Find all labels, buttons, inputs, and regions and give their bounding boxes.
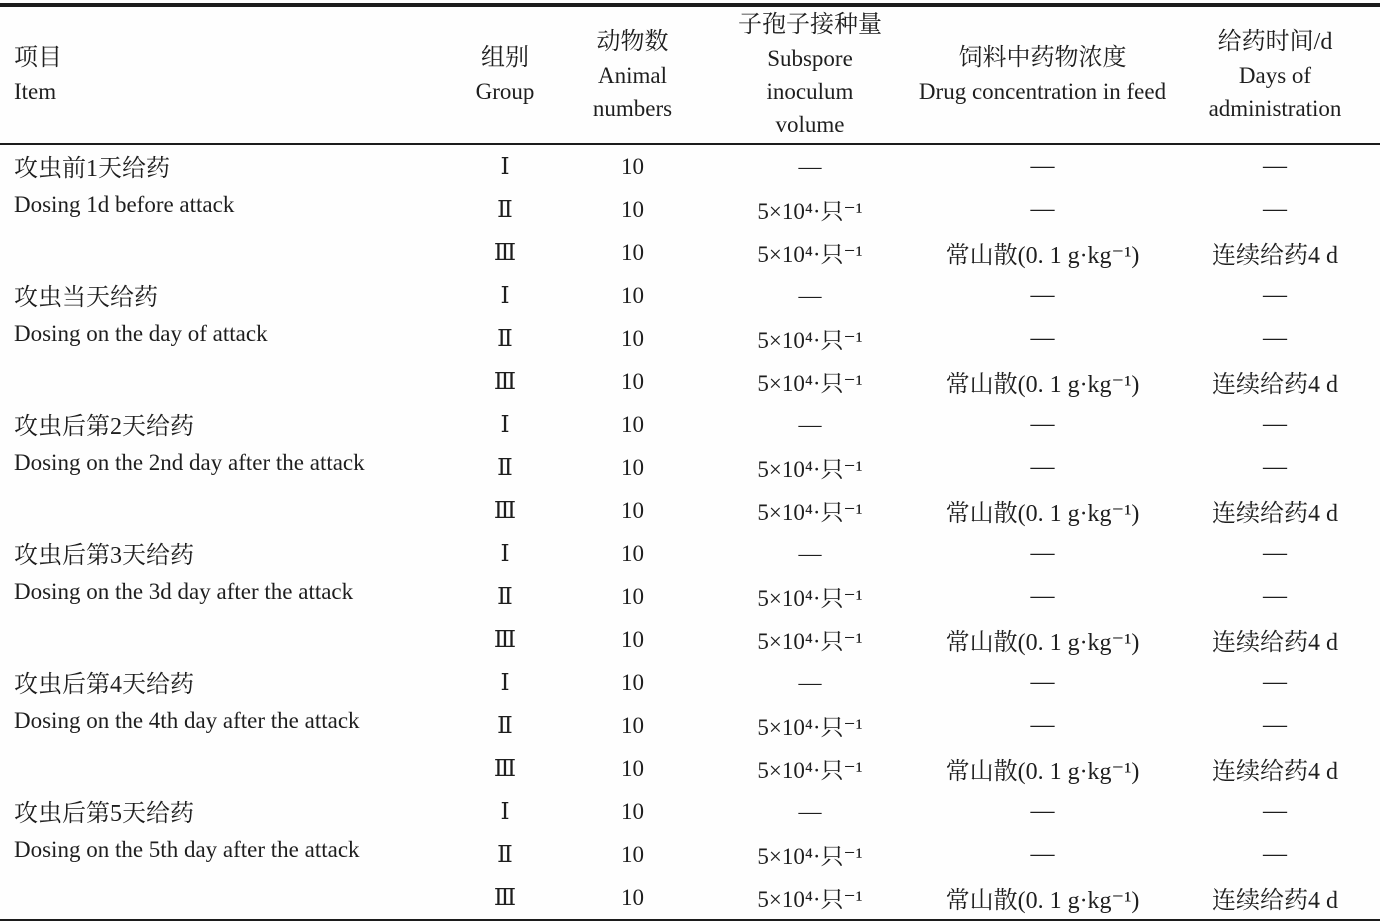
header-item xyxy=(0,5,450,144)
group-cell: Ⅱ xyxy=(497,325,513,351)
experiment-design-table xyxy=(0,3,1380,921)
animal-numbers-cell: 10 xyxy=(621,325,644,351)
days-cell: 连续给药4 d xyxy=(1212,630,1338,656)
drug-concentration-cell: — xyxy=(1030,454,1055,480)
days-cell: — xyxy=(1263,841,1287,867)
table-header xyxy=(0,5,1380,144)
item-en: Dosing on the 4th day after the attack xyxy=(14,708,360,733)
item-cell xyxy=(0,274,450,403)
inoculum-cell: — xyxy=(798,153,822,179)
header-days-en: Days of administration xyxy=(1208,62,1342,121)
item-en: Dosing on the day of attack xyxy=(14,321,268,346)
table-row xyxy=(0,144,1380,188)
header-inoculum-en: Subspore inoculum volume xyxy=(766,46,854,137)
item-zh: 攻虫当天给药 xyxy=(14,285,158,311)
item-en: Dosing on the 3d day after the attack xyxy=(14,579,354,604)
animal-numbers-cell: 10 xyxy=(621,153,644,179)
inoculum-cell: 5×10⁴·只⁻¹ xyxy=(757,328,863,353)
header-drug-concentration-zh: 饲料中药物浓度 xyxy=(958,45,1127,71)
drug-concentration-cell: — xyxy=(1030,841,1055,867)
table-header-row xyxy=(0,5,1380,144)
inoculum-cell: — xyxy=(798,798,822,824)
item-cell xyxy=(0,144,450,274)
days-cell: 连续给药4 d xyxy=(1212,243,1338,269)
animal-numbers-cell: 10 xyxy=(621,411,644,437)
item-en: Dosing 1d before attack xyxy=(14,192,235,217)
group-cell: Ⅰ xyxy=(500,153,510,179)
table-body xyxy=(0,144,1380,921)
days-cell: — xyxy=(1263,282,1287,308)
item-cell xyxy=(0,532,450,661)
group-cell: Ⅲ xyxy=(493,497,517,523)
inoculum-cell: 5×10⁴·只⁻¹ xyxy=(757,758,863,783)
days-cell: — xyxy=(1263,153,1287,179)
group-cell: Ⅰ xyxy=(500,282,510,308)
item-cell xyxy=(0,661,450,790)
group-cell: Ⅰ xyxy=(500,669,510,695)
days-cell: — xyxy=(1263,196,1287,222)
inoculum-cell: 5×10⁴·只⁻¹ xyxy=(757,371,863,396)
group-cell: Ⅰ xyxy=(500,540,510,566)
drug-concentration-cell: — xyxy=(1030,712,1055,738)
drug-concentration-cell: — xyxy=(1030,669,1055,695)
item-zh: 攻虫后第5天给药 xyxy=(14,801,194,827)
animal-numbers-cell: 10 xyxy=(621,282,644,308)
inoculum-cell: — xyxy=(798,282,822,308)
table-row xyxy=(0,532,1380,575)
group-cell: Ⅲ xyxy=(493,755,517,781)
header-animal-numbers-zh: 动物数 xyxy=(596,28,669,55)
header-item-zh: 项目 xyxy=(14,45,62,71)
days-cell: — xyxy=(1263,411,1287,437)
drug-concentration-cell: — xyxy=(1030,325,1055,351)
table-row xyxy=(0,790,1380,833)
header-group-en: Group xyxy=(475,79,535,104)
header-drug-concentration xyxy=(915,5,1170,144)
group-cell: Ⅱ xyxy=(497,583,513,609)
animal-numbers-cell: 10 xyxy=(621,196,644,222)
header-item-en: Item xyxy=(14,79,57,104)
group-cell: Ⅱ xyxy=(497,454,513,480)
group-cell: Ⅱ xyxy=(497,841,513,867)
group-cell: Ⅲ xyxy=(493,368,517,394)
animal-numbers-cell: 10 xyxy=(621,497,644,523)
header-group xyxy=(450,5,560,144)
table-row xyxy=(0,661,1380,704)
days-cell: — xyxy=(1263,540,1287,566)
drug-concentration-cell: 常山散(0. 1 g·kg⁻¹) xyxy=(945,888,1140,914)
animal-numbers-cell: 10 xyxy=(621,368,644,394)
inoculum-cell: — xyxy=(798,540,822,566)
drug-concentration-cell: — xyxy=(1030,583,1055,609)
item-zh: 攻虫后第3天给药 xyxy=(14,543,194,569)
inoculum-cell: — xyxy=(798,411,822,437)
group-cell: Ⅲ xyxy=(493,884,517,910)
header-days xyxy=(1170,5,1380,144)
inoculum-cell: 5×10⁴·只⁻¹ xyxy=(757,586,863,611)
inoculum-cell: 5×10⁴·只⁻¹ xyxy=(757,629,863,654)
animal-numbers-cell: 10 xyxy=(621,626,644,652)
group-cell: Ⅲ xyxy=(493,239,517,265)
days-cell: — xyxy=(1263,712,1287,738)
drug-concentration-cell: 常山散(0. 1 g·kg⁻¹) xyxy=(945,372,1140,398)
drug-concentration-cell: 常山散(0. 1 g·kg⁻¹) xyxy=(945,501,1140,527)
animal-numbers-cell: 10 xyxy=(621,239,644,265)
item-zh: 攻虫后第4天给药 xyxy=(14,672,194,698)
inoculum-cell: 5×10⁴·只⁻¹ xyxy=(757,457,863,482)
inoculum-cell: 5×10⁴·只⁻¹ xyxy=(757,887,863,912)
drug-concentration-cell: — xyxy=(1030,196,1055,222)
group-cell: Ⅱ xyxy=(497,196,513,222)
header-inoculum xyxy=(705,5,915,144)
inoculum-cell: 5×10⁴·只⁻¹ xyxy=(757,715,863,740)
animal-numbers-cell: 10 xyxy=(621,669,644,695)
table-row xyxy=(0,274,1380,317)
group-cell: Ⅱ xyxy=(497,712,513,738)
drug-concentration-cell: 常山散(0. 1 g·kg⁻¹) xyxy=(945,243,1140,269)
drug-concentration-cell: 常山散(0. 1 g·kg⁻¹) xyxy=(945,630,1140,656)
animal-numbers-cell: 10 xyxy=(621,583,644,609)
group-cell: Ⅰ xyxy=(500,411,510,437)
animal-numbers-cell: 10 xyxy=(621,712,644,738)
animal-numbers-cell: 10 xyxy=(621,454,644,480)
item-cell xyxy=(0,403,450,532)
days-cell: 连续给药4 d xyxy=(1212,759,1338,785)
inoculum-cell: 5×10⁴·只⁻¹ xyxy=(757,844,863,869)
item-en: Dosing on the 2nd day after the attack xyxy=(14,450,365,475)
group-cell: Ⅲ xyxy=(493,626,517,652)
header-inoculum-zh: 子孢子接种量 xyxy=(738,12,882,38)
inoculum-cell: 5×10⁴·只⁻¹ xyxy=(757,500,863,525)
animal-numbers-cell: 10 xyxy=(621,841,644,867)
item-zh: 攻虫前1天给药 xyxy=(14,156,170,182)
days-cell: — xyxy=(1263,325,1287,351)
item-zh: 攻虫后第2天给药 xyxy=(14,414,194,440)
drug-concentration-cell: — xyxy=(1030,153,1055,179)
header-animal-numbers xyxy=(560,5,705,144)
header-drug-concentration-en: Drug concentration in feed xyxy=(918,79,1167,104)
item-en: Dosing on the 5th day after the attack xyxy=(14,837,360,862)
animal-numbers-cell: 10 xyxy=(621,884,644,910)
animal-numbers-cell: 10 xyxy=(621,540,644,566)
drug-concentration-cell: 常山散(0. 1 g·kg⁻¹) xyxy=(945,759,1140,785)
inoculum-cell: 5×10⁴·只⁻¹ xyxy=(757,199,863,224)
days-cell: — xyxy=(1263,669,1287,695)
days-cell: 连续给药4 d xyxy=(1212,888,1338,914)
drug-concentration-cell: — xyxy=(1030,282,1055,308)
inoculum-cell: 5×10⁴·只⁻¹ xyxy=(757,242,863,267)
drug-concentration-cell: — xyxy=(1030,540,1055,566)
animal-numbers-cell: 10 xyxy=(621,755,644,781)
header-group-zh: 组别 xyxy=(481,45,529,71)
days-cell: — xyxy=(1263,583,1287,609)
drug-concentration-cell: — xyxy=(1030,411,1055,437)
inoculum-cell: — xyxy=(798,669,822,695)
item-cell xyxy=(0,790,450,921)
header-days-zh: 给药时间/d xyxy=(1217,28,1333,55)
animal-numbers-cell: 10 xyxy=(621,798,644,824)
table-row xyxy=(0,403,1380,446)
days-cell: — xyxy=(1263,454,1287,480)
days-cell: 连续给药4 d xyxy=(1212,372,1338,398)
days-cell: 连续给药4 d xyxy=(1212,501,1338,527)
header-animal-numbers-en: Animal numbers xyxy=(592,62,673,121)
days-cell: — xyxy=(1263,798,1287,824)
drug-concentration-cell: — xyxy=(1030,798,1055,824)
group-cell: Ⅰ xyxy=(500,798,510,824)
